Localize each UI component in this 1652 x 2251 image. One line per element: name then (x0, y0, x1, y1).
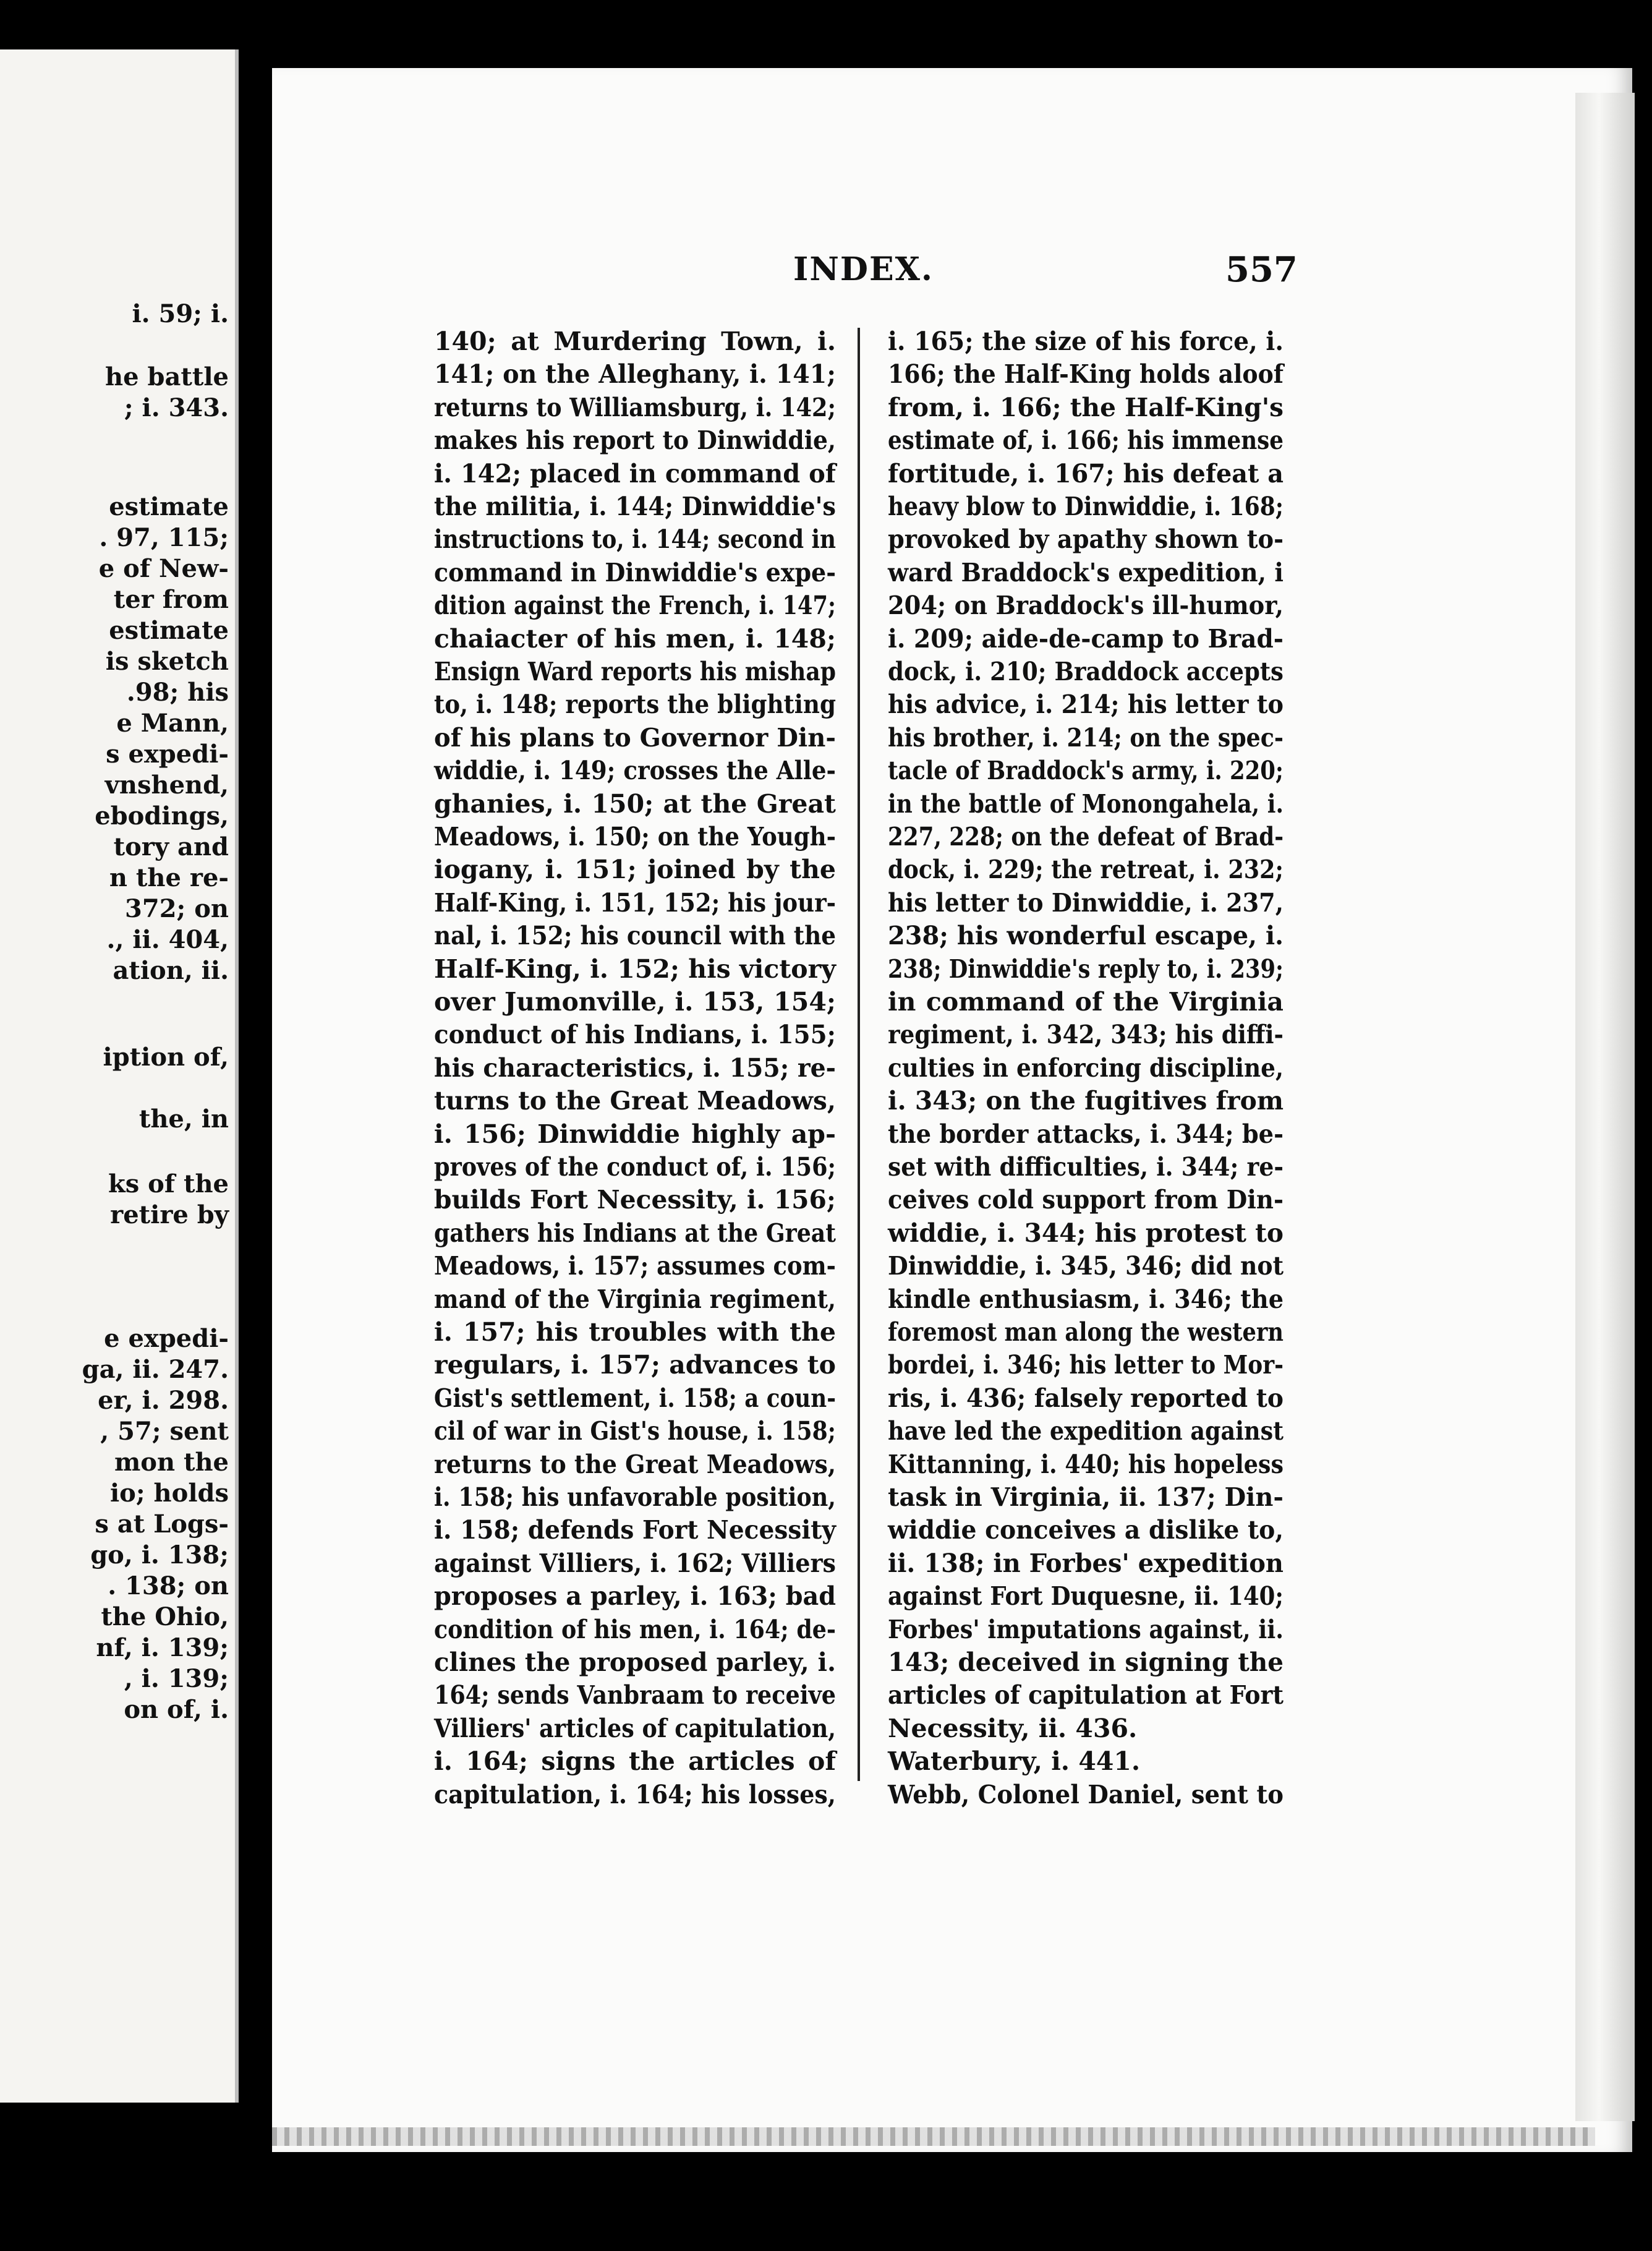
left-page-line: ation, ii. (113, 956, 229, 985)
left-page-line: estimate (109, 492, 229, 521)
index-line: against Fort Duquesne, ii. 140; (888, 1581, 1284, 1612)
page-number: 557 (1225, 249, 1298, 290)
index-line: capitulation, i. 164; his losses, (434, 1779, 836, 1809)
left-page-line: e Mann, (116, 709, 229, 738)
left-page-line: retire by (110, 1200, 229, 1229)
left-page-line: iption of, (103, 1043, 229, 1072)
index-line: in command of the Virginia (888, 987, 1284, 1017)
index-line: widdie, i. 149; crosses the Alle- (434, 756, 836, 786)
index-line: Webb, Colonel Daniel, sent to (888, 1779, 1284, 1809)
index-line: over Jumonville, i. 153, 154; (434, 987, 836, 1017)
index-line: foremost man along the western (888, 1317, 1284, 1347)
left-page-line: the, in (138, 1104, 229, 1134)
left-page-line: i. 59; i. (132, 299, 229, 328)
index-line: Forbes' imputations against, ii. (888, 1614, 1284, 1644)
index-line: condition of his men, i. 164; de- (434, 1614, 836, 1644)
index-line: cil of war in Gist's house, i. 158; (434, 1416, 836, 1446)
left-page-line: he battle (105, 362, 229, 391)
previous-page-strip (0, 49, 239, 2103)
index-line: gathers his Indians at the Great (434, 1218, 836, 1248)
index-line: nal, i. 152; his council with the (434, 921, 836, 951)
index-line: bordei, i. 346; his letter to Mor- (888, 1350, 1284, 1380)
index-line: 204; on Braddock's ill-humor, (888, 591, 1284, 621)
left-page-line: tory and (113, 832, 229, 861)
index-line: dock, i. 210; Braddock accepts (888, 657, 1284, 686)
index-line: tacle of Braddock's army, i. 220; (888, 756, 1284, 786)
left-page-line: go, i. 138; (90, 1540, 229, 1570)
index-line: ghanies, i. 150; at the Great (434, 788, 836, 819)
index-line: his brother, i. 214; on the spec- (888, 722, 1284, 753)
left-page-line: ter from (113, 585, 229, 614)
index-line: ceives cold support from Din- (888, 1185, 1284, 1215)
left-page-line: the Ohio, (101, 1602, 229, 1631)
index-line: ward Braddock's expedition, i (888, 557, 1284, 587)
column-divider (858, 328, 860, 1781)
index-line: Ensign Ward reports his mishap (434, 657, 836, 686)
left-page-line: on of, i. (124, 1695, 229, 1724)
index-line: have led the expedition against (888, 1416, 1284, 1446)
index-line: 143; deceived in signing the (888, 1647, 1284, 1677)
index-line: proposes a parley, i. 163; bad (434, 1581, 836, 1612)
left-page-line: e of New- (98, 554, 229, 583)
index-line: Waterbury, i. 441. (888, 1746, 1141, 1777)
index-line: i. 343; on the fugitives from (888, 1086, 1284, 1116)
left-page-line: ks of the (108, 1169, 229, 1198)
index-line: to, i. 148; reports the blighting (434, 690, 836, 720)
index-line: dition against the French, i. 147; (434, 591, 836, 621)
index-line: chaiacter of his men, i. 148; (434, 623, 836, 654)
index-line: 140; at Murdering Town, i. (434, 327, 836, 356)
index-line: command in Dinwiddie's expe- (434, 557, 836, 587)
index-line: from, i. 166; the Half-King's (888, 392, 1284, 422)
index-line: ris, i. 436; falsely reported to (888, 1383, 1284, 1413)
page-header-title: INDEX. (793, 250, 934, 288)
index-line: Gist's settlement, i. 158; a coun- (434, 1383, 836, 1413)
left-page-line: is sketch (105, 647, 229, 676)
index-line: clines the proposed parley, i. (434, 1647, 836, 1677)
index-line: dock, i. 229; the retreat, i. 232; (888, 855, 1284, 885)
index-line: i. 142; placed in command of (434, 458, 836, 489)
index-line: his characteristics, i. 155; re- (434, 1053, 836, 1083)
index-line: Necessity, ii. 436. (888, 1713, 1138, 1743)
left-page-line: ; i. 343. (124, 393, 229, 422)
index-line: Half-King, i. 152; his victory (434, 954, 836, 984)
index-line: fortitude, i. 167; his defeat a (888, 458, 1284, 489)
index-line: i. 158; defends Fort Necessity (434, 1515, 836, 1545)
index-line: 141; on the Alleghany, i. 141; (434, 359, 836, 390)
index-line: 238; Dinwiddie's reply to, i. 239; (888, 954, 1284, 984)
left-page-line: ga, ii. 247. (82, 1355, 229, 1384)
index-line: proves of the conduct of, i. 156; (434, 1152, 836, 1182)
index-line: i. 209; aide-de-camp to Brad- (888, 623, 1284, 654)
index-line: Kittanning, i. 440; his hopeless (888, 1449, 1284, 1479)
index-line: 164; sends Vanbraam to receive (434, 1680, 836, 1711)
index-line: against Villiers, i. 162; Villiers (434, 1548, 836, 1578)
index-line: 166; the Half-King holds aloof (888, 359, 1284, 390)
index-line: builds Fort Necessity, i. 156; (434, 1185, 836, 1215)
left-page-line: estimate (109, 616, 229, 645)
index-line: returns to the Great Meadows, (434, 1449, 836, 1479)
index-line: regulars, i. 157; advances to (434, 1350, 836, 1380)
index-line: widdie, i. 344; his protest to (888, 1218, 1284, 1248)
index-line: mand of the Virginia regiment, (434, 1284, 836, 1314)
index-line: articles of capitulation at Fort (888, 1680, 1284, 1711)
index-line: provoked by apathy shown to- (888, 524, 1284, 555)
index-line: Villiers' articles of capitulation, (434, 1713, 836, 1743)
index-line: widdie conceives a dislike to, (888, 1515, 1284, 1545)
left-page-line: n the re- (109, 863, 229, 892)
left-page-line: , i. 139; (124, 1664, 229, 1693)
index-line: i. 156; Dinwiddie highly ap- (434, 1119, 836, 1149)
index-line: instructions to, i. 144; second in (434, 524, 836, 555)
index-line: culties in enforcing discipline, (888, 1053, 1284, 1083)
index-line: kindle enthusiasm, i. 346; the (888, 1284, 1284, 1314)
left-page-line: er, i. 298. (98, 1386, 229, 1415)
index-line: i. 164; signs the articles of (434, 1746, 836, 1777)
index-line: his letter to Dinwiddie, i. 237, (888, 887, 1284, 918)
index-line: his advice, i. 214; his letter to (888, 690, 1284, 720)
index-line: Meadows, i. 150; on the Yough- (434, 822, 836, 852)
left-page-line: s at Logs- (95, 1510, 229, 1539)
index-line: Half-King, i. 151, 152; his jour- (434, 887, 836, 918)
index-line: estimate of, i. 166; his immense (888, 425, 1284, 456)
index-line: makes his report to Dinwiddie, (434, 425, 836, 456)
index-line: 238; his wonderful escape, i. (888, 921, 1284, 951)
page-bottom-edge (272, 2127, 1595, 2146)
index-line: 227, 228; on the defeat of Brad- (888, 822, 1284, 852)
left-page-line: . 138; on (108, 1571, 229, 1600)
left-page-line: vnshend, (104, 771, 229, 800)
index-line: regiment, i. 342, 343; his diffi- (888, 1020, 1284, 1050)
index-line: ii. 138; in Forbes' expedition (888, 1548, 1284, 1578)
left-page-line: io; holds (109, 1479, 229, 1508)
index-line: in the battle of Monongahela, i. (888, 788, 1284, 819)
index-line: returns to Williamsburg, i. 142; (434, 392, 836, 422)
left-page-line: mon the (114, 1448, 229, 1477)
index-line: set with difficulties, i. 344; re- (888, 1152, 1284, 1182)
index-line: Dinwiddie, i. 345, 346; did not (888, 1251, 1284, 1281)
index-line: the militia, i. 144; Dinwiddie's (434, 492, 836, 521)
index-line: i. 157; his troubles with the (434, 1317, 836, 1347)
left-page-line: e expedi- (104, 1324, 229, 1353)
index-line: turns to the Great Meadows, (434, 1086, 836, 1116)
index-line: heavy blow to Dinwiddie, i. 168; (888, 492, 1284, 521)
left-page-line: .98; his (126, 678, 229, 707)
left-page-line: , 57; sent (100, 1417, 229, 1446)
index-line: task in Virginia, ii. 137; Din- (888, 1482, 1284, 1512)
left-page-line: . 97, 115; (99, 523, 229, 552)
index-line: i. 158; his unfavorable position, (434, 1482, 836, 1512)
index-line: of his plans to Governor Din- (434, 722, 836, 753)
index-line: the border attacks, i. 344; be- (888, 1119, 1284, 1149)
left-page-line: 372; on (125, 894, 229, 923)
left-page-line: ebodings, (95, 801, 229, 831)
left-page-line: nf, i. 139; (96, 1633, 229, 1662)
left-page-line: s expedi- (106, 740, 229, 769)
left-page-line: ., ii. 404, (106, 925, 229, 954)
index-line: Meadows, i. 157; assumes com- (434, 1251, 836, 1281)
page-edge (1575, 93, 1635, 2121)
index-line: iogany, i. 151; joined by the (434, 855, 836, 885)
index-line: i. 165; the size of his force, i. (888, 327, 1284, 356)
index-line: conduct of his Indians, i. 155; (434, 1020, 836, 1050)
